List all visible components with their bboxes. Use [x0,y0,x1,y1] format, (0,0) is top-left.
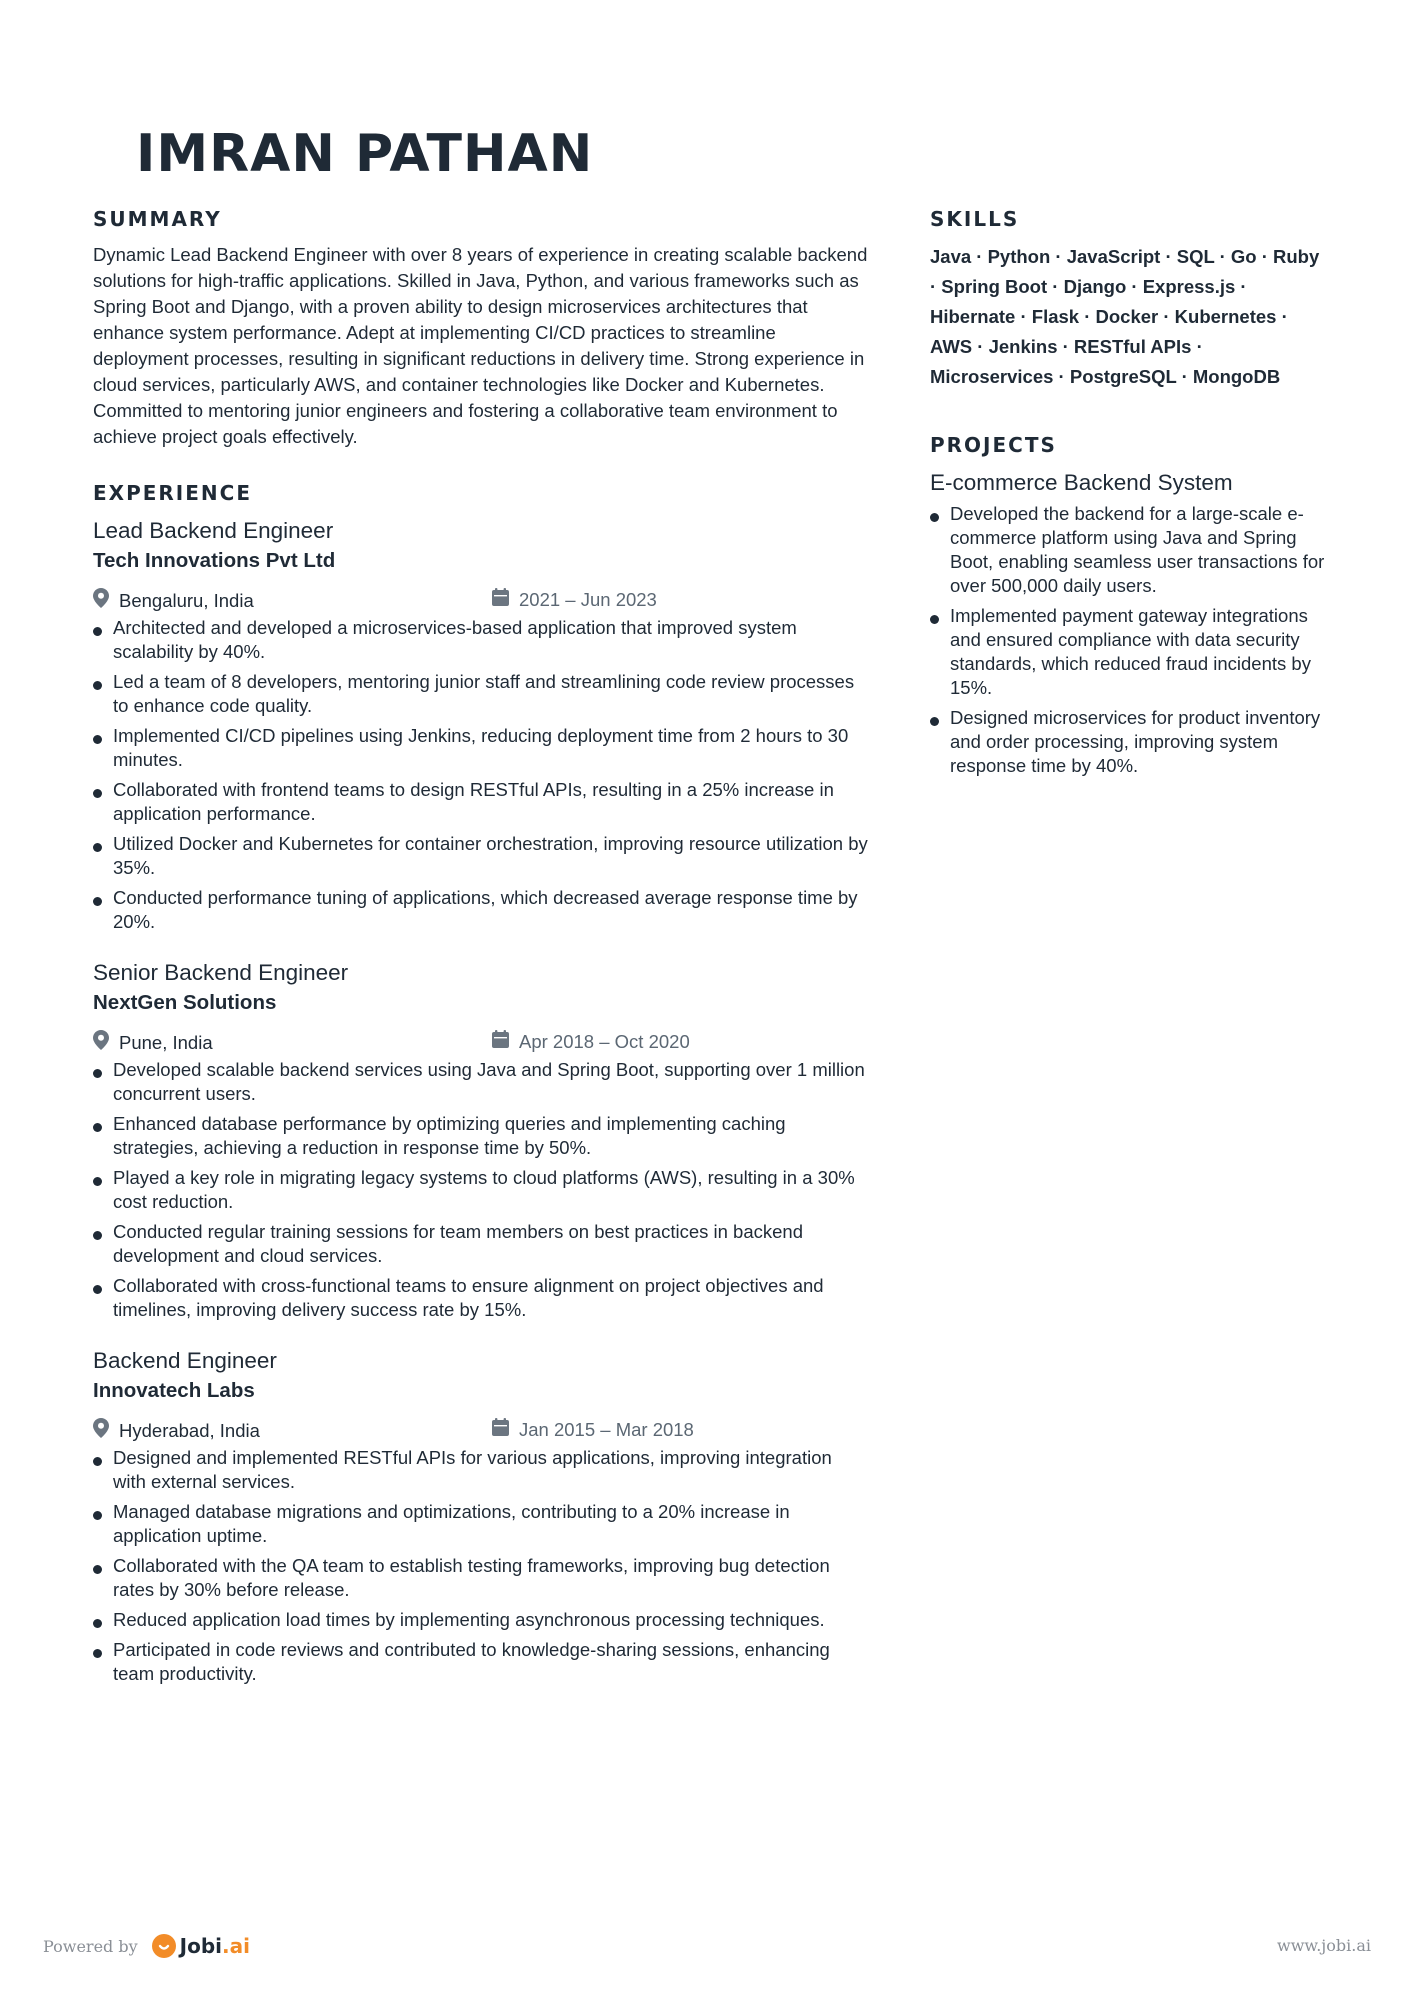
bullet-text: Developed scalable backend services using Java and Spring Boot, supporting over 1 million concurrent users. [113,1059,865,1104]
job-location [93,1030,213,1055]
calendar-icon [492,588,519,611]
bullet-dot [93,681,102,690]
powered-by-label: Powered by [43,1936,138,1956]
bullet-dot [93,1457,102,1466]
list-item [93,1274,868,1322]
skills-list: Java · Python · JavaScript · SQL · Go · Ruby · Spring Boot · Django · Express.js · Hibernate · Flask · Docker · Kubernetes · AWS · Jenkins · RESTful APIs · Microservices · PostgreSQL · MongoDB [930,246,1320,387]
job-title: Senior Backend Engineer [93,960,349,985]
list-item [93,616,868,664]
bullet-text: Led a team of 8 developers, mentoring junior staff and streamlining code review processes to enhance code quality. [113,671,855,716]
bullet-list [93,616,868,934]
projects-list [930,468,1330,778]
list-item [930,706,1330,778]
list-item [93,832,868,880]
bullet-text: Collaborated with frontend teams to design RESTful APIs, resulting in a 25% increase in application performance. [113,779,834,824]
bullet-list [93,1446,868,1686]
map-pin-icon [93,1030,119,1055]
bullet-text: Developed the backend for a large-scale e-commerce platform using Java and Spring Boot, enabling seamless user transactions for over 500,000 daily users. [950,503,1325,596]
projects-section [930,432,1330,778]
jobi-logo-suffix: .ai [222,1934,250,1958]
bullet-text: Implemented payment gateway integrations and ensured compliance with data security standards, which reduced fraud incidents by 15%. [950,605,1311,698]
job-entry [93,958,868,1322]
bullet-dot [930,717,939,726]
jobi-logo-icon [152,1934,176,1958]
jobs-list [93,516,868,1686]
job-dates [492,1418,694,1441]
bullet-text: Designed and implemented RESTful APIs for various applications, improving integration with external services. [113,1447,832,1492]
jobi-logo-text [180,1934,250,1958]
bullet-dot [93,1123,102,1132]
skills-section [930,206,1330,392]
summary-text: Dynamic Lead Backend Engineer with over 8 years of experience in creating scalable backend solutions for high-traffic applications. Skilled in Java, Python, and various frameworks such as Spring Boot and Django, with a proven ability to design microservices architectures that enhance system performance. Adept at implementing CI/CD practices to streamline deployment processes, resulting in significant reductions in delivery time. Strong experience in cloud services, particularly AWS, and container technologies like Docker and Kubernetes. Committed to mentoring junior engineers and fostering a collaborative team environment to achieve project goals effectively. [93,244,868,447]
job-location [93,1418,260,1443]
bullet-dot [93,1177,102,1186]
list-item [93,1058,868,1106]
bullet-text: Architected and developed a microservices-based application that improved system scalability by 40%. [113,617,797,662]
company-name: Tech Innovations Pvt Ltd [93,549,336,572]
summary-section [93,206,868,450]
experience-heading: EXPERIENCE [93,481,252,505]
bullet-text: Collaborated with the QA team to establish testing frameworks, improving bug detection rates by 30% before release. [113,1555,830,1600]
bullet-text: Enhanced database performance by optimizing queries and implementing caching strategies, achieving a reduction in response time by 50%. [113,1113,786,1158]
projects-heading: PROJECTS [930,433,1057,457]
bullet-text: Utilized Docker and Kubernetes for container orchestration, improving resource utilization by 35%. [113,833,868,878]
list-item [93,1166,868,1214]
experience-section [93,480,868,1686]
location-text: Bengaluru, India [119,589,254,611]
bullet-dot [93,897,102,906]
job-location [93,588,254,613]
list-item [93,1220,868,1268]
bullet-list [93,1058,868,1322]
bullet-dot [93,735,102,744]
company-name: NextGen Solutions [93,991,277,1014]
bullet-dot [93,1231,102,1240]
bullet-text: Managed database migrations and optimizations, contributing to a 20% increase in application uptime. [113,1501,790,1546]
jobi-logo[interactable] [152,1934,250,1958]
job-entry [93,1346,868,1686]
list-item [93,1446,868,1494]
summary-heading: SUMMARY [93,207,222,231]
bullet-text: Designed microservices for product inventory and order processing, improving system response time by 40%. [950,707,1321,776]
bullet-dot [930,513,939,522]
job-dates [492,1030,690,1053]
project-title: E-commerce Backend System [930,470,1233,495]
list-item [93,1554,868,1602]
bullet-dot [93,627,102,636]
bullet-dot [93,1285,102,1294]
bullet-dot [93,843,102,852]
job-meta [93,1028,868,1058]
company-name: Innovatech Labs [93,1379,255,1402]
bullet-list [930,502,1330,778]
list-item [93,1638,868,1686]
list-item [93,1608,868,1632]
bullet-text: Conducted regular training sessions for team members on best practices in backend development and cloud services. [113,1221,803,1266]
list-item [93,1500,868,1548]
bullet-text: Reduced application load times by implementing asynchronous processing techniques. [113,1609,825,1630]
bullet-dot [93,1511,102,1520]
dates-text: 2021 – Jun 2023 [519,588,657,610]
bullet-dot [93,1069,102,1078]
powered-by [43,1934,250,1958]
bullet-dot [93,1619,102,1628]
right-column [930,206,1330,784]
location-text: Pune, India [119,1031,213,1053]
bullet-text: Collaborated with cross-functional teams to ensure alignment on project objectives and timelines, improving delivery success rate by 15%. [113,1275,824,1320]
project-entry [930,468,1330,778]
list-item [93,778,868,826]
bullet-text: Conducted performance tuning of applications, which decreased average response time by 20%. [113,887,858,932]
left-column [93,206,868,1710]
job-dates [492,588,657,611]
dates-text: Jan 2015 – Mar 2018 [519,1418,694,1440]
list-item [93,724,868,772]
jobi-logo-main: Jobi [179,1934,222,1958]
bullet-dot [93,1565,102,1574]
bullet-text: Played a key role in migrating legacy systems to cloud platforms (AWS), resulting in a 30% cost reduction. [113,1167,855,1212]
list-item [930,502,1330,598]
map-pin-icon [93,588,119,613]
location-text: Hyderabad, India [119,1419,260,1441]
bullet-text: Implemented CI/CD pipelines using Jenkins, reducing deployment time from 2 hours to 30 minutes. [113,725,849,770]
bullet-dot [93,1649,102,1658]
website-link[interactable]: www.jobi.ai [1277,1936,1371,1955]
bullet-dot [93,789,102,798]
list-item [93,886,868,934]
skills-heading: SKILLS [930,207,1020,231]
list-item [93,670,868,718]
list-item [930,604,1330,700]
map-pin-icon [93,1418,119,1443]
list-item [93,1112,868,1160]
candidate-name: IMRAN PATHAN [136,124,594,184]
bullet-dot [930,615,939,624]
job-meta [93,1416,868,1446]
job-title: Backend Engineer [93,1348,277,1373]
bullet-text: Participated in code reviews and contributed to knowledge-sharing sessions, enhancing team productivity. [113,1639,830,1684]
job-meta [93,586,868,616]
job-entry [93,516,868,934]
calendar-icon [492,1030,519,1053]
calendar-icon [492,1418,519,1441]
dates-text: Apr 2018 – Oct 2020 [519,1030,690,1052]
job-title: Lead Backend Engineer [93,518,334,543]
